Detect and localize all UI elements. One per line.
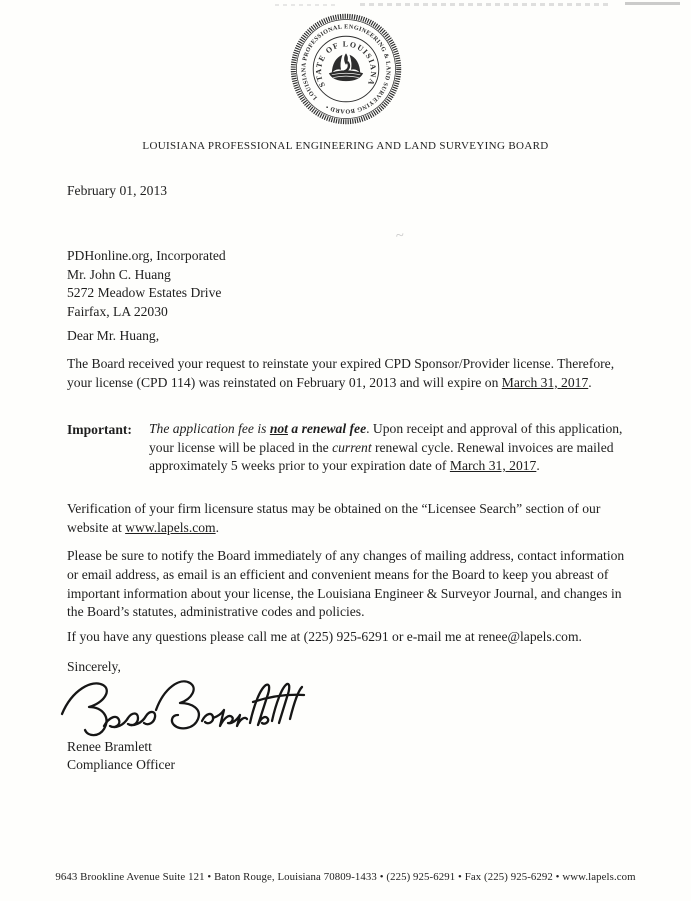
paragraph-reinstatement-period: . (588, 375, 592, 390)
important-not-emphasis: not (269, 421, 288, 436)
paragraph-reinstatement-text: The Board received your request to reinstate your expired CPD Sponsor/Provider license. Therefore, your license (CPD 114) was reinstated on February 01, 2013 and will expire on (67, 356, 615, 390)
important-current-italic: current (332, 439, 372, 455)
pelican-icon (328, 53, 362, 81)
letterhead-board-name: LOUISIANA PROFESSIONAL ENGINEERING AND LAND SURVEYING BOARD (142, 140, 549, 152)
scan-artifact (275, 4, 335, 6)
important-label: Important: (67, 422, 132, 437)
important-renewal-fee-emphasis: a renewal fee (287, 421, 367, 436)
paragraph-notify: Please be sure to notify the Board immediately of any changes of mailing address, contact information or email address, as email is an efficient and convenient means for the Board to keep you abreast of important information about your license, the Louisiana Engineer & Surveyor Journal, and changes in the Board’s statutes, administrative codes and policies. (67, 548, 625, 620)
salutation: Dear Mr. Huang, (67, 328, 160, 343)
paragraph-verification (67, 499, 625, 537)
paragraph-reinstatement (67, 354, 625, 392)
seal-center-text: STATE OF LOUISIANA (313, 39, 378, 89)
important-after-text: renewal cycle. Renewal invoices are mailed approximately 5 weeks prior to your expiration date of (149, 439, 614, 473)
scan-artifact: ~ (394, 227, 406, 245)
recipient-contact: Mr. John C. Huang (67, 266, 171, 282)
verification-period: . (215, 520, 220, 535)
letter-date: February 01, 2013 (67, 183, 168, 198)
important-notice-block (67, 420, 625, 476)
louisiana-board-seal-icon (289, 12, 403, 126)
important-period: . (536, 458, 540, 473)
signer-title: Compliance Officer (67, 757, 176, 772)
recipient-organization: PDHonline.org, Incorporated (67, 248, 226, 263)
recipient-street: 5272 Meadow Estates Drive (67, 285, 222, 300)
verification-text: Verification of your firm licensure status may be obtained on the “Licensee Search” section of our website at (67, 501, 601, 535)
valediction: Sincerely, (67, 659, 121, 674)
paragraph-questions: If you have any questions please call me at (225) 925-6291 or e-mail me at renee@lapels.com. (67, 629, 582, 644)
expiration-date-underlined: March 31, 2017 (501, 375, 589, 390)
footer-contact-line: 9643 Brookline Avenue Suite 121 • Baton Rouge, Louisiana 70809-1433 • (225) 925-6291 • Fax (225) 925-6292 • www.lapels.com (55, 871, 636, 883)
important-middle-text: . Upon receipt and approval of this application, your license will be placed in the (149, 421, 623, 455)
important-text (149, 420, 625, 476)
recipient-address-block (67, 247, 625, 321)
seal-ring-text: LOUISIANA PROFESSIONAL ENGINEERING & LAND SURVEYING BOARD • (300, 24, 391, 114)
important-expiration-date-underlined: March 31, 2017 (449, 458, 537, 473)
lapels-website-link: www.lapels.com (125, 520, 216, 535)
scan-artifact (625, 2, 680, 5)
important-italic-lead: The application fee is (149, 421, 270, 436)
recipient-city-state-zip: Fairfax, LA 22030 (67, 303, 168, 319)
signer-name: Renee Bramlett (67, 739, 152, 754)
scan-artifact (360, 3, 610, 6)
